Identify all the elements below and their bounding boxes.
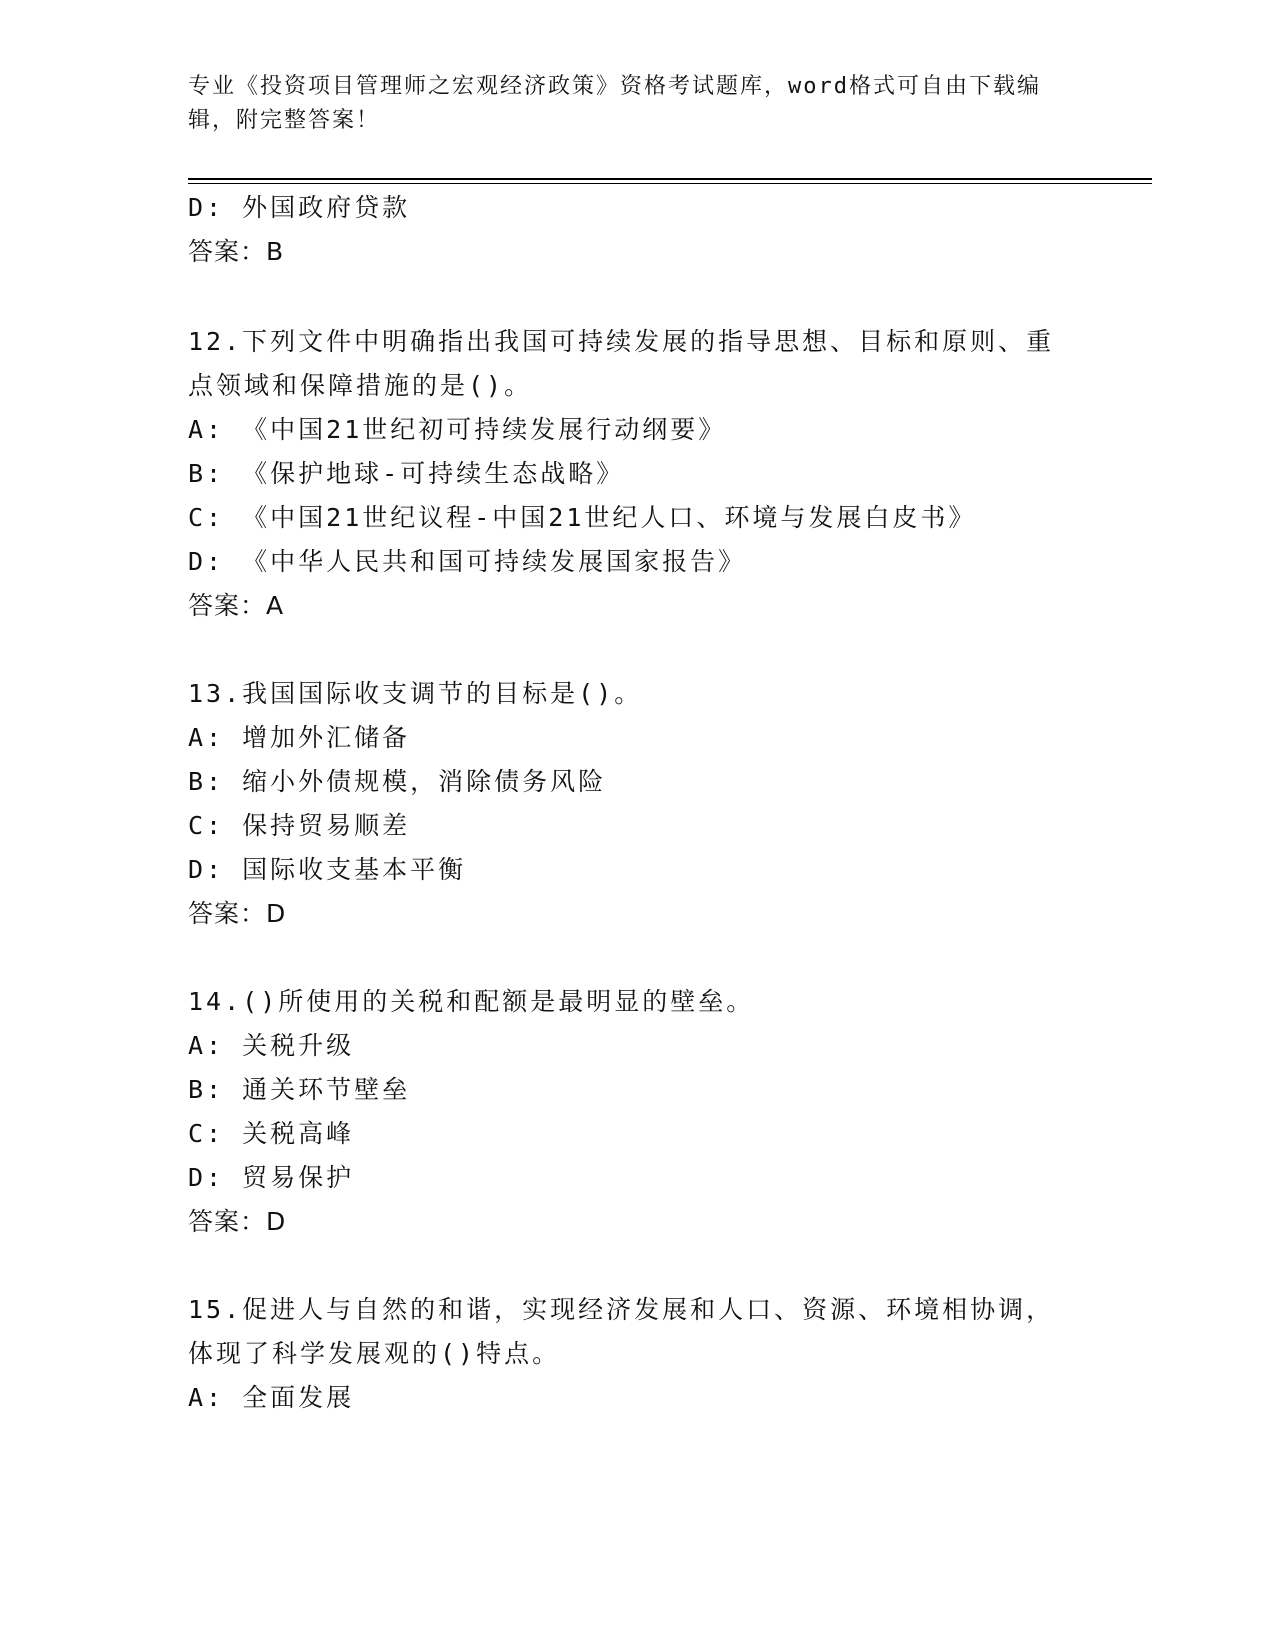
question-stem-continued: 点领域和保障措施的是()。 bbox=[188, 371, 533, 400]
header-rule-thick bbox=[188, 178, 1152, 180]
answer: 答案：D bbox=[188, 1207, 287, 1236]
question-stem-continued: 体现了科学发展观的()特点。 bbox=[188, 1339, 561, 1368]
option-b: B: 通关环节壁垒 bbox=[188, 1075, 411, 1104]
answer: 答案：D bbox=[188, 899, 287, 928]
option-c: C: 关税高峰 bbox=[188, 1119, 355, 1148]
option-d: D: 《中华人民共和国可持续发展国家报告》 bbox=[188, 547, 747, 576]
header-rule-thin bbox=[188, 183, 1152, 184]
option-b: B: 《保护地球-可持续生态战略》 bbox=[188, 459, 625, 488]
option-a: A: 全面发展 bbox=[188, 1383, 355, 1412]
question-stem: 12.下列文件中明确指出我国可持续发展的指导思想、目标和原则、重 bbox=[188, 327, 1055, 356]
option-a: A: 关税升级 bbox=[188, 1031, 355, 1060]
option-d: D: 外国政府贷款 bbox=[188, 193, 411, 222]
option-b: B: 缩小外债规模，消除债务风险 bbox=[188, 767, 607, 796]
option-d: D: 贸易保护 bbox=[188, 1163, 355, 1192]
option-c: C: 《中国21世纪议程-中国21世纪人口、环境与发展白皮书》 bbox=[188, 503, 977, 532]
header-line-2: 辑，附完整答案！ bbox=[188, 108, 381, 133]
option-d: D: 国际收支基本平衡 bbox=[188, 855, 467, 884]
option-a: A: 《中国21世纪初可持续发展行动纲要》 bbox=[188, 415, 727, 444]
header-line-1: 专业《投资项目管理师之宏观经济政策》资格考试题库，word格式可自由下载编 bbox=[188, 74, 1041, 99]
question-stem: 14.()所使用的关税和配额是最明显的壁垒。 bbox=[188, 987, 755, 1016]
option-a: A: 增加外汇储备 bbox=[188, 723, 411, 752]
header-text bbox=[188, 70, 1088, 138]
question-stem: 13.我国国际收支调节的目标是()。 bbox=[188, 679, 643, 708]
answer: 答案：B bbox=[188, 237, 285, 266]
answer: 答案：A bbox=[188, 591, 285, 620]
question-stem: 15.促进人与自然的和谐，实现经济发展和人口、资源、环境相协调， bbox=[188, 1295, 1055, 1324]
option-c: C: 保持贸易顺差 bbox=[188, 811, 411, 840]
